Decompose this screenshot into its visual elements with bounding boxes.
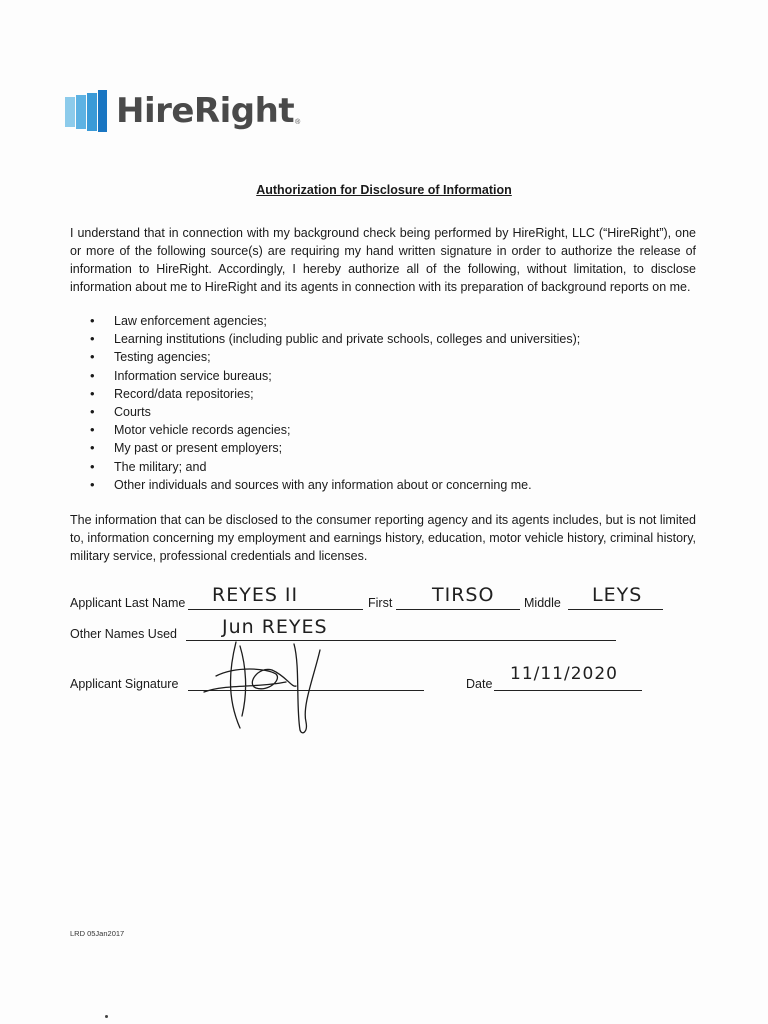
registered-mark: ® [295, 119, 301, 126]
disclosure-paragraph: The information that can be disclosed to the consumer reporting agency and its agents includes, but is not limited to, information concerning my employment and earnings history, education, motor vehicle history, criminal history, military service, professional credentials and licenses. [70, 513, 696, 563]
source-item: • The military; and [70, 458, 696, 476]
signature-label: Applicant Signature [70, 677, 179, 691]
hireright-logo [64, 90, 300, 132]
middle-name-value[interactable]: LEYS [592, 584, 643, 606]
first-name-value[interactable]: TIRSO [432, 584, 495, 606]
first-name-label: First [368, 596, 393, 610]
source-list [70, 312, 696, 494]
other-names-label: Other Names Used [70, 627, 177, 641]
source-item: • Information service bureaus; [70, 367, 696, 385]
source-item: • Testing agencies; [70, 348, 696, 366]
applicant-signature[interactable] [196, 636, 336, 736]
middle-name-label: Middle [524, 596, 561, 610]
source-item: • Motor vehicle records agencies; [70, 421, 696, 439]
document-title: Authorization for Disclosure of Information [256, 183, 512, 197]
form-revision-code: LRD 05Jan2017 [70, 929, 125, 938]
last-name-value[interactable]: REYES II [212, 584, 299, 606]
intro-paragraph: I understand that in connection with my background check being performed by HireRight, LLC (“HireRight”), one or more of the following source(s) are requiring my hand written signature in order to authorize the release of information to HireRight. Accordingly, I hereby authorize all of the following, without limitation, to disclose information about me to HireRight and its agents in connection with its preparation of background reports on me. [70, 226, 696, 294]
middle-name-line [568, 609, 663, 610]
source-item: • My past or present employers; [70, 439, 696, 457]
scan-speck [105, 1015, 108, 1018]
other-names-value[interactable]: Jun REYES [222, 616, 328, 638]
source-item: • Learning institutions (including public and private schools, colleges and universities); [70, 330, 696, 348]
source-item: • Law enforcement agencies; [70, 312, 696, 330]
date-label: Date [466, 677, 493, 691]
last-name-label: Applicant Last Name [70, 596, 186, 610]
first-name-line [396, 609, 520, 610]
hireright-mark-icon [64, 90, 108, 132]
source-item: • Courts [70, 403, 696, 421]
brand-name: HireRight [116, 91, 295, 131]
date-line [494, 690, 642, 691]
source-item: • Record/data repositories; [70, 385, 696, 403]
date-value[interactable]: 11/11/2020 [510, 664, 618, 684]
last-name-line [188, 609, 363, 610]
source-item: • Other individuals and sources with any information about or concerning me. [70, 476, 696, 494]
